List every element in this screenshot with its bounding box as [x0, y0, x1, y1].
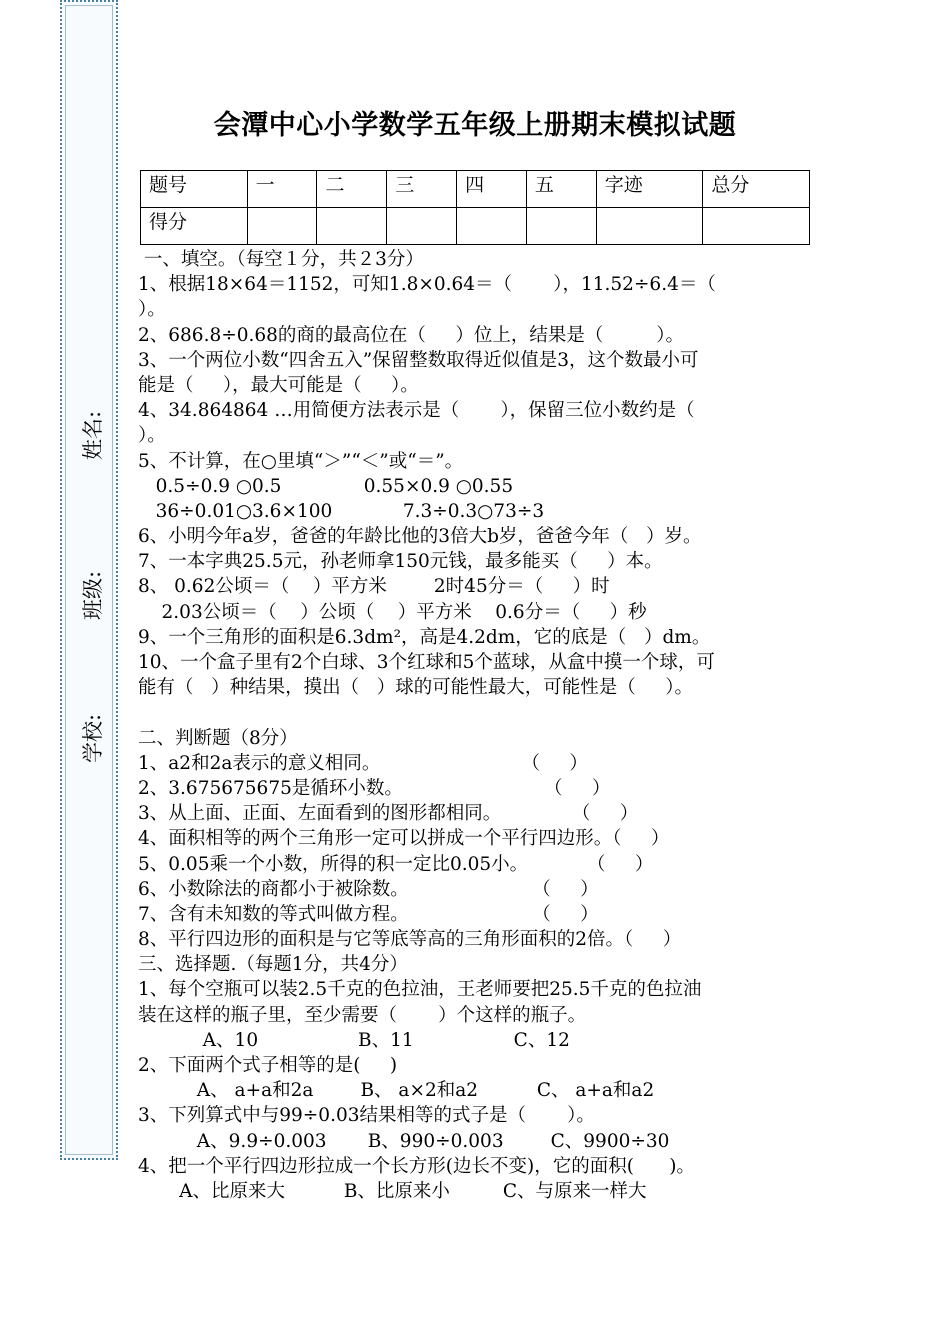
question-line — [138, 700, 838, 725]
question-line: 2、686.8÷0.68的商的最高位在（ ）位上，结果是（ ）。 — [138, 324, 685, 346]
table-cell: 字迹 — [596, 171, 703, 208]
question-line: 6、小数除法的商都小于被除数。 （ ） — [138, 878, 599, 900]
table-cell: 得分 — [141, 208, 248, 245]
question-line: A、10 B、11 C、12 — [138, 1029, 570, 1051]
table-cell: 题号 — [141, 171, 248, 208]
question-line: ）。 — [138, 425, 166, 447]
question-line: A、9.9÷0.003 B、990÷0.003 C、9900÷30 — [138, 1130, 670, 1152]
class-label: 班级: — [81, 570, 105, 620]
question-line: ）。 — [138, 299, 166, 321]
question-line: 4、34.864864 …用简便方法表示是（ ），保留三位小数约是（ — [138, 400, 695, 422]
question-line: 二、判断题（8分） — [138, 727, 298, 749]
question-line: 1、根据18×64＝1152，可知1.8×0.64＝（ ），11.52÷6.4＝（ — [138, 274, 716, 296]
score-table-score-row — [141, 208, 810, 245]
question-line: 0.5÷0.9 ○0.5 0.55×0.9 ○0.55 — [138, 475, 514, 497]
score-table-header-row — [141, 171, 810, 208]
question-line: 4、把一个平行四边形拉成一个长方形(边长不变)，它的面积( )。 — [138, 1155, 695, 1177]
question-line: 能有（ ）种结果，摸出（ ）球的可能性最大，可能性是（ ）。 — [138, 677, 693, 699]
score-entry-cell[interactable] — [526, 208, 596, 245]
question-line: 10、一个盒子里有2个白球、3个红球和5个蓝球，从盒中摸一个球，可 — [138, 652, 715, 673]
table-cell: 四 — [457, 171, 527, 208]
score-table — [140, 170, 810, 245]
question-line: 三、选择题.（每题1分，共4分） — [138, 954, 408, 976]
question-line: 2.03公顷＝（ ）公顷（ ）平方米 0.6分＝（ ）秒 — [138, 601, 647, 623]
question-line: 3、下列算式中与99÷0.03结果相等的式子是（ ）。 — [138, 1105, 595, 1127]
question-line: 1、每个空瓶可以装2.5千克的色拉油，王老师要把25.5千克的色拉油 — [138, 979, 702, 1001]
score-entry-cell[interactable] — [703, 208, 810, 245]
question-line: 一、填空。（每空１分，共２3分） — [138, 249, 424, 270]
exam-title: 会潭中心小学数学五年级上册期末模拟试题 — [213, 110, 737, 141]
table-cell: 一 — [247, 171, 317, 208]
question-line: 36÷0.01○3.6×100 7.3÷0.3○73÷3 — [138, 500, 545, 522]
question-line: 装在这样的瓶子里，至少需要（ ）个这样的瓶子。 — [138, 1004, 587, 1026]
score-entry-cell[interactable] — [596, 208, 703, 245]
score-entry-cell[interactable] — [317, 208, 387, 245]
table-cell: 三 — [387, 171, 457, 208]
score-entry-cell[interactable] — [457, 208, 527, 245]
question-line: 4、面积相等的两个三角形一定可以拼成一个平行四边形。（ ） — [138, 828, 670, 850]
question-line: 7、一本字典25.5元，孙老师拿150元钱，最多能买（ ）本。 — [138, 551, 663, 573]
question-body — [138, 247, 838, 1204]
question-line: 2、下面两个式子相等的是( ) — [138, 1055, 398, 1076]
student-name-label: 姓名: — [81, 410, 105, 460]
question-line: A、比原来大 B、比原来小 C、与原来一样大 — [138, 1180, 647, 1202]
question-line: 8、平行四边形的面积是与它等底等高的三角形面积的2倍。（ ） — [138, 929, 682, 951]
table-cell: 五 — [526, 171, 596, 208]
question-line: 3、从上面、正面、左面看到的图形都相同。 （ ） — [138, 803, 639, 825]
score-entry-cell[interactable] — [247, 208, 317, 245]
question-line: 1、a2和2a表示的意义相同。 （ ） — [138, 752, 588, 774]
question-line: 7、含有未知数的等式叫做方程。 （ ） — [138, 903, 599, 925]
question-line: 6、小明今年a岁，爸爸的年龄比他的3倍大b岁，爸爸今年（ ）岁。 — [138, 526, 702, 548]
score-entry-cell[interactable] — [387, 208, 457, 245]
school-label: 学校: — [81, 713, 105, 763]
question-line: 5、0.05乘一个小数，所得的积一定比0.05小。 （ ） — [138, 853, 654, 875]
question-line: 3、一个两位小数“四舍五入”保留整数取得近似值是3，这个数最小可 — [138, 349, 699, 371]
question-line: 5、不计算，在○里填“＞”“＜”或“＝”。 — [138, 450, 464, 472]
question-line: 8、 0.62公顷＝（ ）平方米 2时45分＝（ ）时 — [138, 576, 610, 598]
question-line: A、 a+a和2a B、 a×2和a2 C、 a+a和a2 — [138, 1080, 655, 1102]
question-line: 能是（ ），最大可能是（ ）。 — [138, 374, 419, 396]
table-cell: 总分 — [703, 171, 810, 208]
table-cell: 二 — [317, 171, 387, 208]
question-line: 2、3.675675675是循环小数。 （ ） — [138, 777, 611, 799]
question-line: 9、一个三角形的面积是6.3dm²，高是4.2dm，它的底是（ ）dm。 — [138, 626, 711, 648]
